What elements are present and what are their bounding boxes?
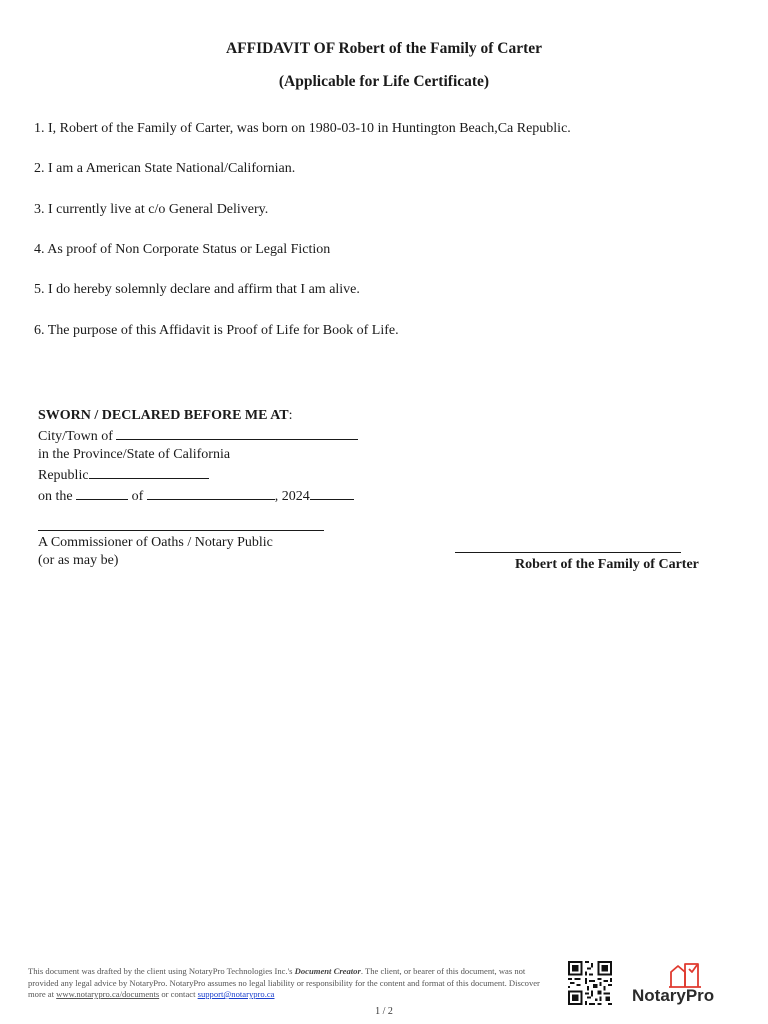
paragraph-4: 4. As proof of Non Corporate Status or Legal Fiction [34, 242, 331, 257]
paragraph-2: 2. I am a American State National/Californian. [34, 161, 296, 176]
documents-link[interactable]: www.notarypro.ca/documents [56, 989, 160, 999]
notarypro-logo-icon [668, 960, 702, 988]
sworn-heading: SWORN / DECLARED BEFORE ME AT [38, 408, 289, 423]
year-blank[interactable] [310, 485, 354, 500]
document-title: AFFIDAVIT OF Robert of the Family of Carter [225, 40, 543, 57]
declarant-signature-line[interactable] [455, 552, 681, 553]
month-blank[interactable] [147, 485, 275, 500]
province-line: in the Province/State of California [38, 447, 231, 462]
city-label: City/Town of [38, 429, 117, 444]
commissioner-block [38, 534, 273, 570]
commissioner-title: A Commissioner of Oaths / Notary Public [38, 535, 273, 550]
qr-code-icon [568, 961, 612, 1005]
of-label: of [128, 489, 147, 504]
republic-label: Republic [38, 468, 89, 483]
day-blank[interactable] [76, 485, 128, 500]
paragraph-6: 6. The purpose of this Affidavit is Proof of Life for Book of Life. [34, 323, 399, 338]
disclaimer-text-3: or contact [159, 989, 198, 999]
on-the-label: on the [38, 489, 77, 504]
commissioner-signature-line[interactable] [38, 530, 324, 531]
declarant-name: Robert of the Family of Carter [515, 557, 699, 572]
commissioner-note: (or as may be) [38, 553, 119, 568]
document-creator-name: Document Creator [294, 966, 361, 976]
document-subtitle: (Applicable for Life Certificate) [278, 73, 490, 90]
paragraph-3: 3. I currently live at c/o General Delivery. [34, 202, 269, 217]
sworn-heading-colon: : [288, 408, 293, 423]
footer-disclaimer [28, 966, 548, 1001]
city-line [38, 425, 358, 446]
paragraph-5: 5. I do hereby solemnly declare and affirm that I am alive. [34, 282, 360, 297]
year-label: , 2024 [274, 489, 310, 504]
disclaimer-text-1: This document was drafted by the client using NotaryPro Technologies Inc.'s [28, 966, 295, 976]
sworn-heading-line [38, 407, 358, 425]
paragraph-1: 1. I, Robert of the Family of Carter, was born on 1980-03-10 in Huntington Beach,Ca Republic. [34, 121, 571, 136]
city-blank[interactable] [116, 425, 358, 440]
support-email-link[interactable]: support@notarypro.ca [197, 989, 275, 999]
date-line [38, 485, 358, 506]
notarypro-brand-name: NotaryPro [632, 986, 715, 1005]
republic-line [38, 464, 358, 485]
republic-blank[interactable] [89, 464, 209, 479]
sworn-block [38, 407, 358, 506]
disclaimer-text-2: . The client, or bearer of this document, was not provided any legal advice by NotaryPro. NotaryPro assumes no legal liability or responsibility for the content and format of this document. Discover more at [28, 966, 540, 999]
page-number: 1 / 2 [375, 1006, 393, 1017]
